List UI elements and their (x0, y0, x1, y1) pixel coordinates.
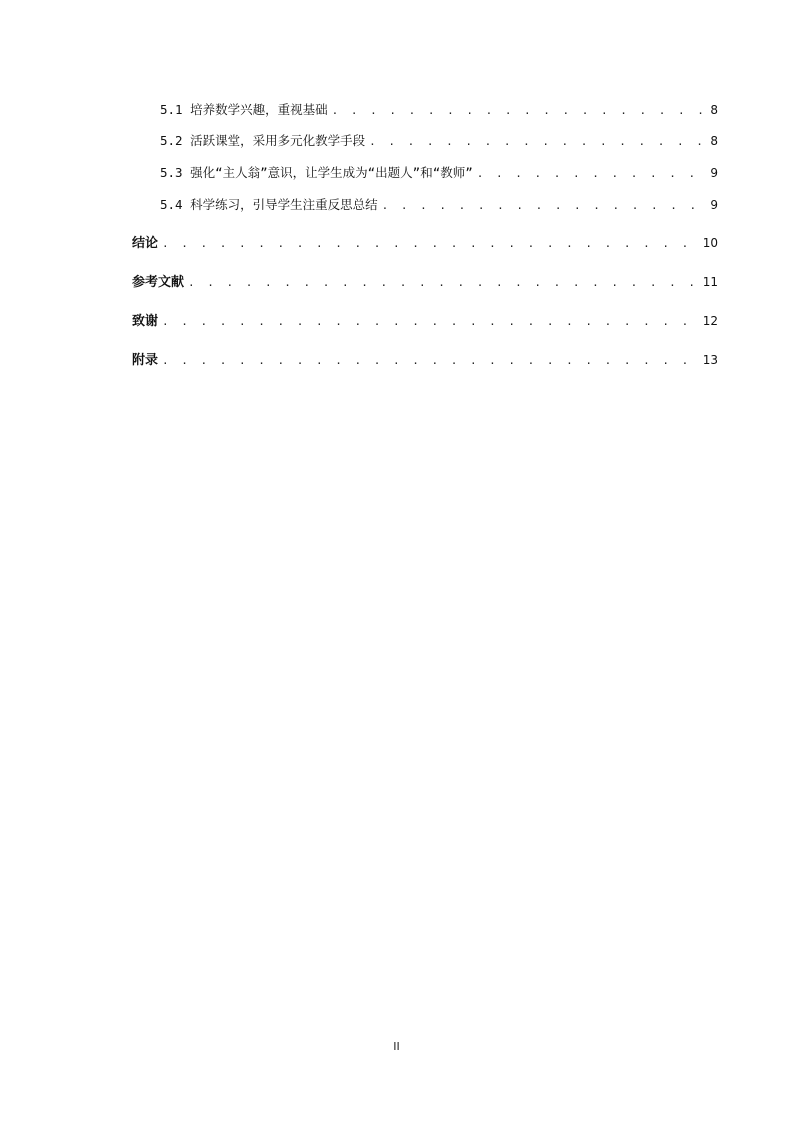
toc-entry-5-2[interactable] (160, 131, 718, 151)
toc-entry-references[interactable] (132, 272, 718, 292)
dot-leader (188, 273, 699, 293)
toc-entry-page: 10 (702, 236, 718, 250)
toc-entry-label: 致谢 (132, 314, 159, 329)
toc-entry-5-3[interactable] (160, 163, 718, 183)
toc-entry-page: 13 (702, 353, 718, 367)
toc-entry-page: 9 (710, 198, 718, 212)
toc-entry-page: 9 (710, 166, 718, 180)
toc-entry-page: 11 (702, 275, 718, 289)
dot-leader (162, 234, 699, 254)
toc-entry-label: 5.1 培养数学兴趣，重视基础 (160, 102, 328, 117)
toc-entry-appendix[interactable] (132, 350, 718, 370)
dot-leader (382, 196, 707, 216)
dot-leader (162, 351, 699, 371)
dot-leader (162, 312, 699, 332)
toc-entry-acknowledgements[interactable] (132, 311, 718, 331)
toc-entry-label: 5.3 强化“主人翁”意识，让学生成为“出题人”和“教师” (160, 165, 473, 180)
dot-leader (369, 132, 706, 152)
toc-entry-5-1[interactable] (160, 100, 718, 120)
toc-entry-page: 12 (702, 314, 718, 328)
dot-leader (477, 164, 707, 184)
toc-entry-page: 8 (710, 103, 718, 117)
toc-entry-page: 8 (710, 134, 718, 148)
toc-entry-label: 附录 (132, 353, 159, 368)
page-number-footer: II (393, 1040, 400, 1053)
toc-entry-label: 5.4 科学练习，引导学生注重反思总结 (160, 197, 378, 212)
toc-entry-label: 结论 (132, 236, 159, 251)
toc-entry-label: 参考文献 (132, 275, 185, 290)
toc-entry-label: 5.2 活跃课堂，采用多元化教学手段 (160, 133, 366, 148)
dot-leader (332, 101, 707, 121)
toc-entry-conclusion[interactable] (132, 233, 718, 253)
toc-entry-5-4[interactable] (160, 195, 718, 215)
